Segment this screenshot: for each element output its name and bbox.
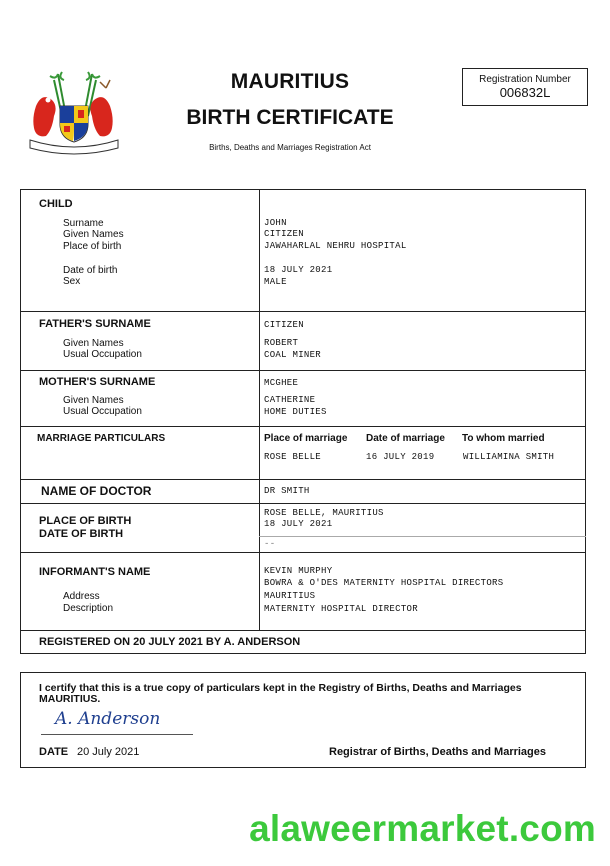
mother-occ-label: Usual Occupation: [63, 406, 142, 417]
country-title: MAURITIUS: [230, 70, 350, 93]
registrar-title: Registrar of Births, Deaths and Marriages: [329, 746, 547, 758]
marriage-date-header: Date of marriage: [366, 433, 445, 444]
informant-address-label: Address: [63, 591, 100, 602]
doctor-value: DR SMITH: [264, 486, 310, 496]
certify-line2: MAURITIUS.: [39, 693, 101, 705]
certify-line1: I certify that this is a true copy of particulars kept in the Registry of Births, Deaths and Marriages: [39, 682, 522, 694]
row-divider: [21, 479, 585, 480]
mother-given-label: Given Names: [63, 395, 124, 406]
watermark-text: alaweermarket.com: [249, 808, 596, 849]
certification-box: [20, 672, 586, 768]
empty-dash: --: [264, 539, 276, 549]
place-of-birth-heading: PLACE OF BIRTH: [39, 515, 132, 527]
particulars-table: [20, 189, 586, 654]
marriage-heading: MARRIAGE PARTICULARS: [37, 433, 166, 444]
father-surname-value: CITIZEN: [264, 320, 304, 330]
marriage-whom-value: WILLIAMINA SMITH: [463, 452, 555, 462]
child-sex-value: MALE: [264, 277, 287, 287]
informant-line3-value: MAURITIUS: [264, 591, 316, 601]
child-dob-value: 18 JULY 2021: [264, 265, 333, 275]
registration-number: 006832L: [499, 85, 551, 100]
informant-line2-value: BOWRA & O'DES MATERNITY HOSPITAL DIRECTORS: [264, 578, 504, 588]
child-given-label: Given Names: [63, 229, 124, 240]
date-label: DATE: [39, 746, 69, 758]
informant-line4-value: MATERNITY HOSPITAL DIRECTOR: [264, 604, 418, 614]
child-heading: CHILD: [39, 198, 73, 210]
marriage-date-value: 16 JULY 2019: [366, 452, 435, 462]
father-given-label: Given Names: [63, 338, 124, 349]
row-divider: [21, 426, 585, 427]
father-occ-label: Usual Occupation: [63, 349, 142, 360]
row-divider: [21, 630, 585, 631]
child-surname-label: Surname: [63, 218, 104, 229]
signature: A. Anderson: [55, 709, 161, 729]
child-given-value: CITIZEN: [264, 229, 304, 239]
column-divider: [259, 190, 260, 630]
marriage-whom-header: To whom married: [462, 433, 545, 444]
marriage-place-header: Place of marriage: [264, 433, 348, 444]
child-sex-label: Sex: [63, 276, 81, 287]
father-given-value: ROBERT: [264, 338, 299, 348]
row-divider: [21, 503, 585, 504]
row-divider: [21, 370, 585, 371]
row-divider: [21, 311, 585, 312]
mother-given-value: CATHERINE: [264, 395, 316, 405]
marriage-place-value: ROSE BELLE: [264, 452, 322, 462]
father-occ-value: COAL MINER: [264, 350, 322, 360]
child-place-label: Place of birth: [63, 241, 122, 252]
informant-name-value: KEVIN MURPHY: [264, 566, 333, 576]
child-surname-value: JOHN: [264, 218, 287, 228]
certify-date: 20 July 2021: [77, 746, 140, 758]
row-divider: [21, 552, 585, 553]
mother-occ-value: HOME DUTIES: [264, 407, 327, 417]
registered-line: REGISTERED ON 20 JULY 2021 BY A. ANDERSON: [39, 636, 301, 648]
document-title: BIRTH CERTIFICATE: [186, 106, 394, 129]
date-of-birth-heading: DATE OF BIRTH: [39, 528, 124, 540]
registration-box: [462, 68, 588, 106]
doctor-heading: NAME OF DOCTOR: [41, 484, 152, 498]
informant-heading: INFORMANT'S NAME: [39, 566, 151, 578]
act-subtitle: Births, Deaths and Marriages Registration Act: [209, 143, 371, 152]
inner-divider: [259, 536, 586, 537]
signature-line: [41, 734, 193, 735]
mother-heading: MOTHER'S SURNAME: [39, 376, 156, 388]
informant-description-label: Description: [63, 603, 114, 614]
father-heading: FATHER'S SURNAME: [39, 318, 151, 330]
registration-label: Registration Number: [479, 74, 571, 85]
mother-surname-value: MCGHEE: [264, 378, 299, 388]
birthdate-value: 18 JULY 2021: [264, 519, 333, 529]
child-place-value: JAWAHARLAL NEHRU HOSPITAL: [264, 241, 407, 251]
birthplace-value: ROSE BELLE, MAURITIUS: [264, 508, 384, 518]
child-dob-label: Date of birth: [63, 265, 118, 276]
